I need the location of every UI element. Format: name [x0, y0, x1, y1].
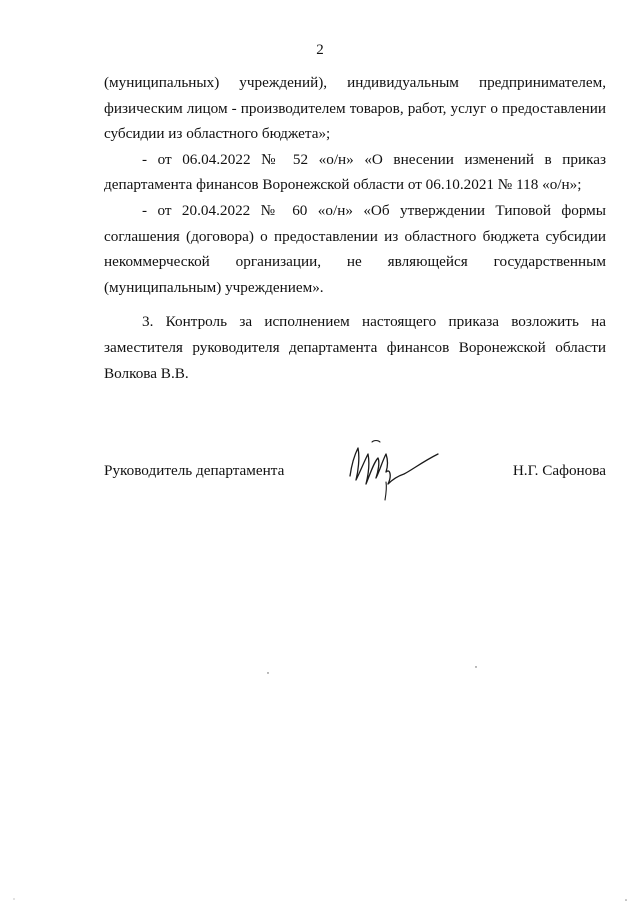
handwritten-signature [342, 432, 442, 502]
signature-block [104, 458, 606, 518]
text-line: (муниципальным) учреждением». [104, 278, 324, 296]
signer-position: Руководитель департамента [104, 462, 285, 479]
text-line: физическим лицом - производителем товаров, работ, услуг о предоставлении [104, 99, 606, 117]
text-line: - от 06.04.2022 № 52 «о/н» «О внесении изменений в приказ [142, 150, 606, 168]
page-number: 2 [316, 42, 324, 58]
text-line: заместителя руководителя департамента финансов Воронежской области [104, 338, 606, 356]
text-line: - от 20.04.2022 № 60 «о/н» «Об утверждении Типовой формы [142, 201, 606, 219]
text-line: субсидии из областного бюджета»; [104, 125, 331, 143]
signer-name: Н.Г. Сафонова [512, 462, 606, 479]
document-body [104, 70, 606, 386]
paragraph-continuation [104, 70, 606, 147]
text-line: некоммерческой организации, не являющейся государственным [104, 253, 606, 271]
paragraph-control-clause [104, 309, 606, 386]
text-line: (муниципальных) учреждений), индивидуальным предпринимателем, [104, 74, 606, 91]
list-item-order-60 [104, 198, 606, 300]
text-line: департамента финансов Воронежской области от 06.10.2021 № 118 «о/н»; [104, 176, 582, 194]
text-line: соглашения (договора) о предоставлении из областного бюджета субсидии [104, 227, 606, 245]
list-item-order-52 [104, 147, 606, 198]
text-line: Волкова В.В. [104, 364, 189, 382]
text-line: 3. Контроль за исполнением настоящего приказа возложить на [142, 313, 606, 331]
